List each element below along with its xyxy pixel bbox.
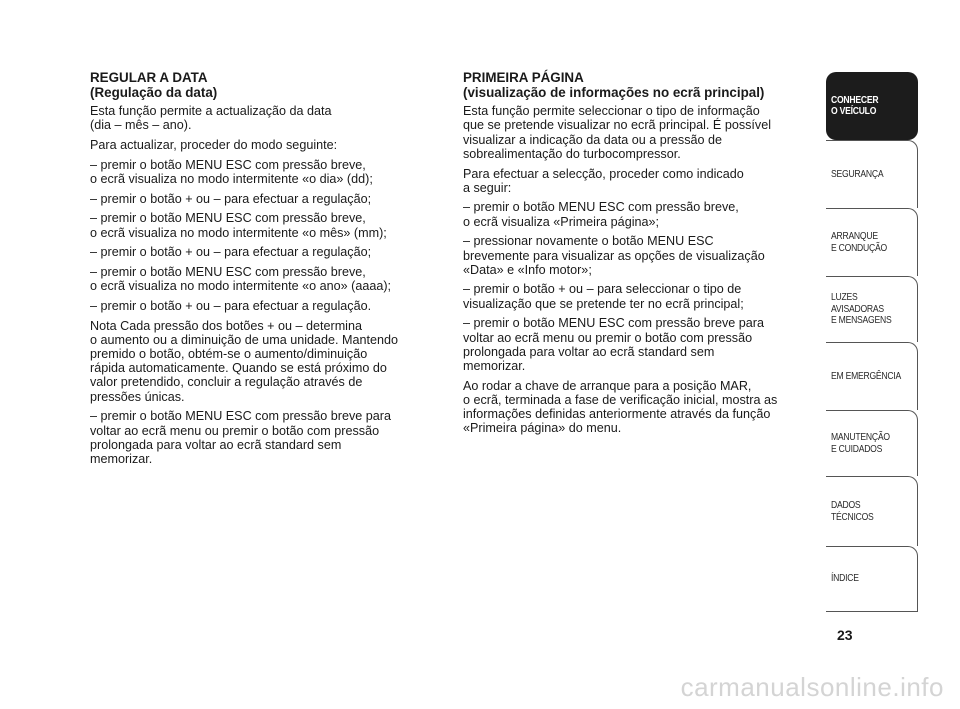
left-paragraph: [90, 104, 435, 132]
text-line: valor pretendido, concluir a regulação através de: [90, 375, 363, 390]
text-line: brevemente para visualizar as opções de visualização: [463, 248, 765, 263]
right-paragraph: [463, 167, 808, 195]
text-line: memorizar.: [463, 358, 526, 373]
text-line: – premir o botão MENU ESC com pressão breve para: [463, 316, 764, 331]
text-line: o ecrã visualiza no modo intermitente «o ano» (aaaa);: [90, 279, 392, 294]
tab-label: CONHECER: [831, 93, 879, 106]
text-line: «Primeira página» do menu.: [463, 421, 622, 436]
tab-label: ARRANQUE: [831, 230, 878, 242]
tab-label: EM EMERGÊNCIA: [831, 369, 902, 382]
text-line: – premir o botão MENU ESC com pressão breve,: [90, 265, 366, 280]
left-title: REGULAR A DATA: [90, 70, 208, 85]
tab-label: MANUTENÇÃO: [831, 431, 890, 443]
tab-conhecer-o-veículo[interactable]: [826, 72, 918, 140]
text-line: que se pretende visualizar no ecrã principal. É possível: [463, 118, 772, 133]
tab-manutenção-e-cuidados[interactable]: [826, 410, 918, 476]
left-paragraph: [90, 319, 435, 404]
text-line: – premir o botão MENU ESC com pressão breve para: [90, 409, 391, 424]
tab-arranque-e-condução[interactable]: [826, 208, 918, 276]
text-line: – premir o botão + ou – para efectuar a regulação.: [90, 298, 372, 313]
text-line: – premir o botão MENU ESC com pressão breve,: [463, 200, 739, 215]
text-line: – premir o botão + ou – para seleccionar o tipo de: [463, 282, 742, 297]
tab-luzes-avisadoras-e-mensagens[interactable]: [826, 276, 918, 342]
text-line: Para actualizar, proceder do modo seguinte:: [90, 138, 338, 153]
tab-label: E CONDUÇÃO: [831, 241, 887, 254]
text-line: o ecrã visualiza no modo intermitente «o mês» (mm);: [90, 225, 387, 240]
text-line: voltar ao ecrã menu ou premir o botão com pressão: [90, 423, 380, 438]
text-line: – premir o botão + ou – para efectuar a regulação;: [90, 245, 372, 260]
text-line: (dia – mês – ano).: [90, 118, 192, 133]
tab-label: AVISADORAS: [831, 302, 884, 315]
tab-em-emergência[interactable]: [826, 342, 918, 410]
tab-label: DADOS: [831, 499, 861, 511]
text-line: – premir o botão MENU ESC com pressão breve,: [90, 157, 366, 172]
text-line: rápida automaticamente. Quando se está próximo do: [90, 361, 387, 376]
text-line: o ecrã visualiza no modo intermitente «o dia» (dd);: [90, 172, 373, 186]
text-line: «Data» e «Info motor»;: [463, 262, 592, 277]
left-column: [90, 71, 435, 472]
text-line: Esta função permite a actualização da data: [90, 104, 332, 119]
left-subtitle: (Regulação da data): [90, 84, 218, 100]
text-line: memorizar.: [90, 451, 153, 466]
text-line: premido o botão, obtém-se o aumento/diminuição: [90, 347, 368, 362]
text-line: Esta função permite seleccionar o tipo de informação: [463, 104, 760, 119]
right-paragraph: [463, 379, 808, 436]
watermark: carmanualsonline.info: [680, 672, 944, 702]
right-body: [463, 104, 808, 435]
tab-label: E CUIDADOS: [831, 442, 883, 455]
left-paragraph: [90, 265, 435, 293]
left-paragraph: [90, 211, 435, 239]
tab-label: ÍNDICE: [831, 572, 859, 585]
tab-dados-técnicos[interactable]: [826, 476, 918, 546]
tab-label: LUZES: [831, 291, 858, 304]
left-paragraph: [90, 192, 435, 206]
right-paragraph: [463, 282, 808, 310]
right-paragraph: [463, 316, 808, 373]
text-line: voltar ao ecrã menu ou premir o botão com pressão: [463, 330, 753, 345]
left-paragraph: [90, 158, 435, 186]
text-line: Ao rodar a chave de arranque para a posição MAR,: [463, 378, 752, 393]
right-paragraph: [463, 234, 808, 277]
tab-segurança[interactable]: [826, 140, 918, 208]
text-line: a seguir:: [463, 180, 512, 195]
right-subtitle: (visualização de informações no ecrã principal): [463, 84, 765, 100]
text-line: Nota Cada pressão dos botões + ou – determina: [90, 318, 362, 333]
right-paragraph: [463, 104, 808, 161]
tab-label: SEGURANÇA: [831, 167, 884, 180]
left-body: [90, 104, 435, 466]
right-column: [463, 71, 808, 441]
text-line: prolongada para voltar ao ecrã standard sem: [90, 437, 342, 452]
page-number: 23: [837, 627, 853, 643]
text-line: informações definidas anteriormente através da função: [463, 407, 771, 422]
left-paragraph: [90, 245, 435, 259]
right-paragraph: [463, 200, 808, 228]
tab-label: E MENSAGENS: [831, 314, 892, 327]
left-paragraph: [90, 138, 435, 152]
text-line: – premir o botão MENU ESC com pressão breve,: [90, 211, 366, 226]
right-title: PRIMEIRA PÁGINA: [463, 70, 584, 85]
text-line: o ecrã, terminada a fase de verificação inicial, mostra as: [463, 392, 778, 407]
text-line: visualização que se pretende ter no ecrã principal;: [463, 296, 744, 311]
left-heading: [90, 71, 435, 100]
tab-label: TÉCNICOS: [831, 510, 874, 523]
text-line: – pressionar novamente o botão MENU ESC: [463, 234, 714, 249]
text-line: pressões únicas.: [90, 389, 185, 404]
left-paragraph: [90, 299, 435, 313]
section-tabs: [826, 72, 918, 612]
text-line: Para efectuar a selecção, proceder como indicado: [463, 166, 744, 181]
text-line: visualizar a indicação da data ou a pressão de: [463, 132, 723, 147]
text-line: o ecrã visualiza «Primeira página»;: [463, 214, 660, 229]
text-line: prolongada para voltar ao ecrã standard sem: [463, 344, 715, 359]
text-line: sobrealimentação do turbocompressor.: [463, 146, 681, 161]
text-line: o aumento ou a diminuição de uma unidade. Mantendo: [90, 332, 399, 347]
right-heading: [463, 71, 808, 100]
text-line: – premir o botão + ou – para efectuar a regulação;: [90, 191, 372, 206]
tab-índice[interactable]: [826, 546, 918, 612]
left-paragraph: [90, 409, 435, 466]
tab-label: O VEÍCULO: [831, 105, 877, 117]
